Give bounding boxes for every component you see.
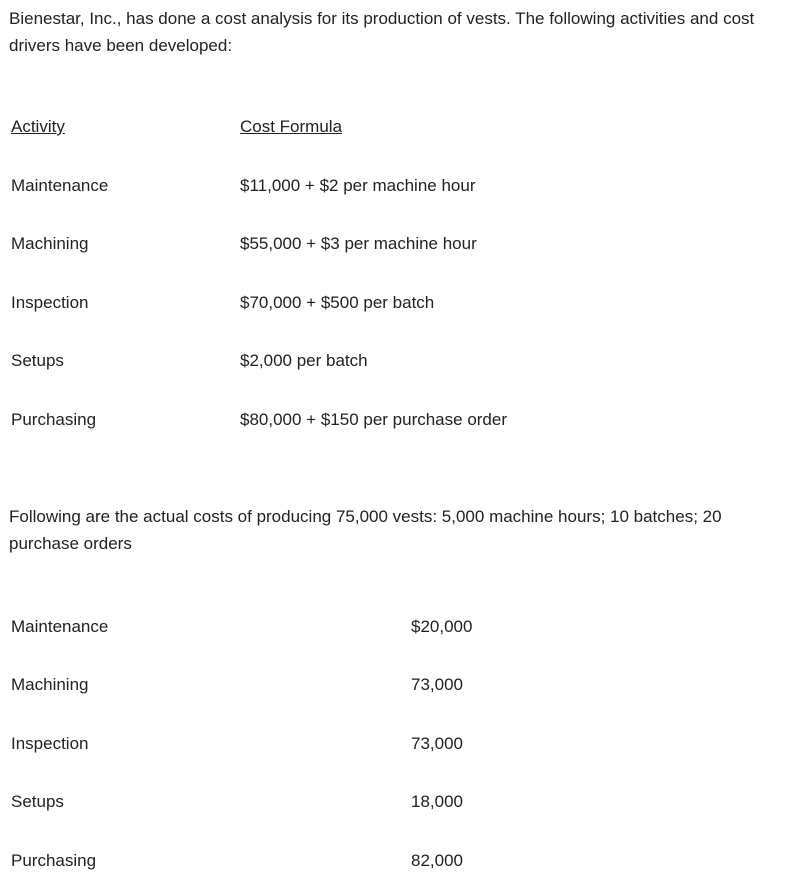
- followup-paragraph: Following are the actual costs of producing 75,000 vests: 5,000 machine hours; 10 batches; 20 purchase orders: [9, 507, 722, 553]
- actual-cost-amount: 18,000: [411, 792, 463, 811]
- activity-column-header: Activity: [11, 117, 65, 136]
- actual-cost-amount: 73,000: [411, 734, 463, 753]
- formula-row-formula: $55,000 + $3 per machine hour: [240, 234, 477, 253]
- actual-cost-amount: $20,000: [411, 617, 473, 636]
- actual-cost-activity: Purchasing: [11, 851, 97, 870]
- formula-row-formula: $11,000 + $2 per machine hour: [240, 176, 476, 195]
- actual-cost-activity: Maintenance: [11, 617, 109, 636]
- formula-row-activity: Maintenance: [11, 176, 109, 195]
- formula-row-formula: $70,000 + $500 per batch: [240, 293, 435, 312]
- formula-row-activity: Inspection: [11, 293, 89, 312]
- formula-row-activity: Setups: [11, 351, 64, 370]
- actual-cost-activity: Inspection: [11, 734, 89, 753]
- actual-cost-amount: 82,000: [411, 851, 463, 870]
- cost-formula-column-header: Cost Formula: [240, 117, 343, 136]
- formula-row-activity: Machining: [11, 234, 89, 253]
- formula-row-activity: Purchasing: [11, 410, 97, 429]
- actual-cost-activity: Machining: [11, 675, 89, 694]
- actual-cost-amount: 73,000: [411, 675, 463, 694]
- formula-row-formula: $2,000 per batch: [240, 351, 368, 370]
- formula-row-formula: $80,000 + $150 per purchase order: [240, 410, 508, 429]
- intro-paragraph: Bienestar, Inc., has done a cost analysis for its production of vests. The following activities and cost drivers have been developed:: [9, 9, 755, 55]
- actual-cost-activity: Setups: [11, 792, 64, 811]
